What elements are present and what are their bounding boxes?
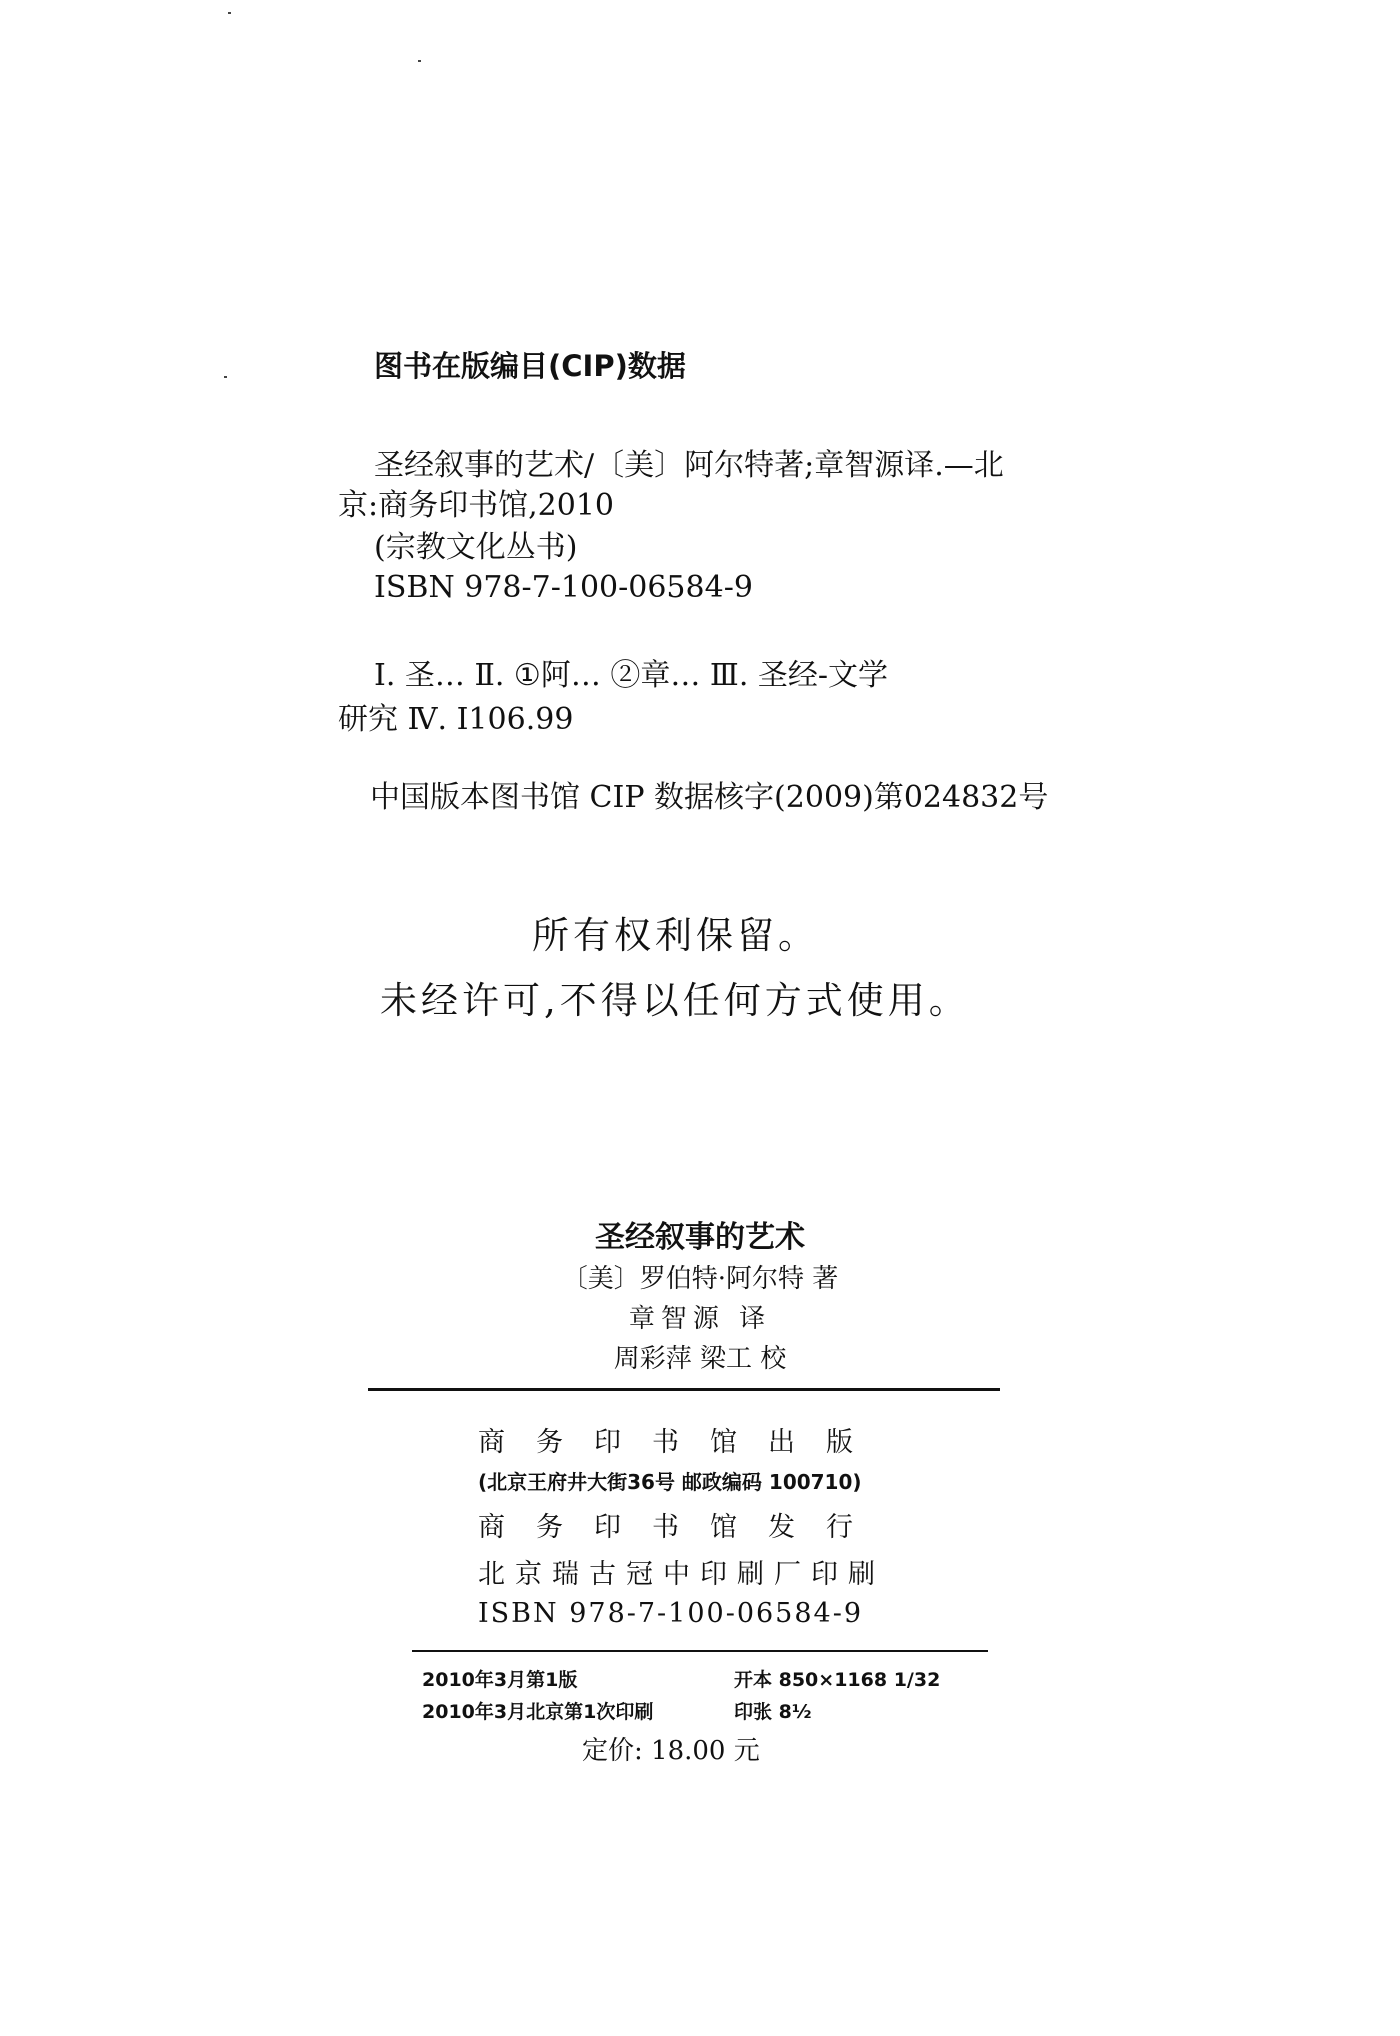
divider <box>412 1650 988 1652</box>
proofreader-credit: 周彩萍 梁工 校 <box>613 1344 787 1374</box>
publisher: 商务印书馆出版 <box>478 1427 884 1458</box>
scan-speck <box>418 60 421 62</box>
cip-publisher-line: 京:商务印书馆,2010 <box>338 488 614 523</box>
printing-info: 2010年3月北京第1次印刷 <box>422 1701 654 1723</box>
printer: 北京瑞古冠中印刷厂印刷 <box>478 1559 885 1590</box>
translator-credit: 章智源 译 <box>628 1304 772 1334</box>
cip-classification-line: 研究 Ⅳ. I106.99 <box>338 702 574 737</box>
cip-isbn-line: ISBN 978-7-100-06584-9 <box>374 570 753 605</box>
price: 定价: 18.00 元 <box>582 1736 760 1766</box>
cip-heading: 图书在版编目(CIP)数据 <box>374 349 686 383</box>
edition-info: 2010年3月第1版 <box>422 1669 578 1691</box>
publisher-address: (北京王府井大街36号 邮政编码 100710) <box>478 1470 862 1494</box>
scan-speck <box>224 376 227 378</box>
cip-series-line: (宗教文化丛书) <box>374 530 578 565</box>
format-info: 开本 850×1168 1/32 <box>734 1669 941 1691</box>
distributor: 商务印书馆发行 <box>478 1512 884 1543</box>
rights-reserved: 所有权利保留。 <box>532 914 819 957</box>
sheets-info: 印张 8½ <box>734 1701 812 1723</box>
scan-speck <box>228 12 231 14</box>
author-credit: 〔美〕罗伯特·阿尔特 著 <box>561 1264 839 1294</box>
isbn: ISBN 978-7-100-06584-9 <box>478 1598 864 1629</box>
cip-record-number: 中国版本图书馆 CIP 数据核字(2009)第024832号 <box>370 780 1049 815</box>
divider <box>368 1388 1000 1391</box>
cip-title-line: 圣经叙事的艺术/〔美〕阿尔特著;章智源译.—北 <box>374 448 1004 483</box>
usage-restriction: 未经许可,不得以任何方式使用。 <box>380 979 970 1022</box>
book-title: 圣经叙事的艺术 <box>595 1220 805 1255</box>
cip-subject-line: Ⅰ. 圣… Ⅱ. ①阿… ②章… Ⅲ. 圣经-文学 <box>374 658 889 693</box>
